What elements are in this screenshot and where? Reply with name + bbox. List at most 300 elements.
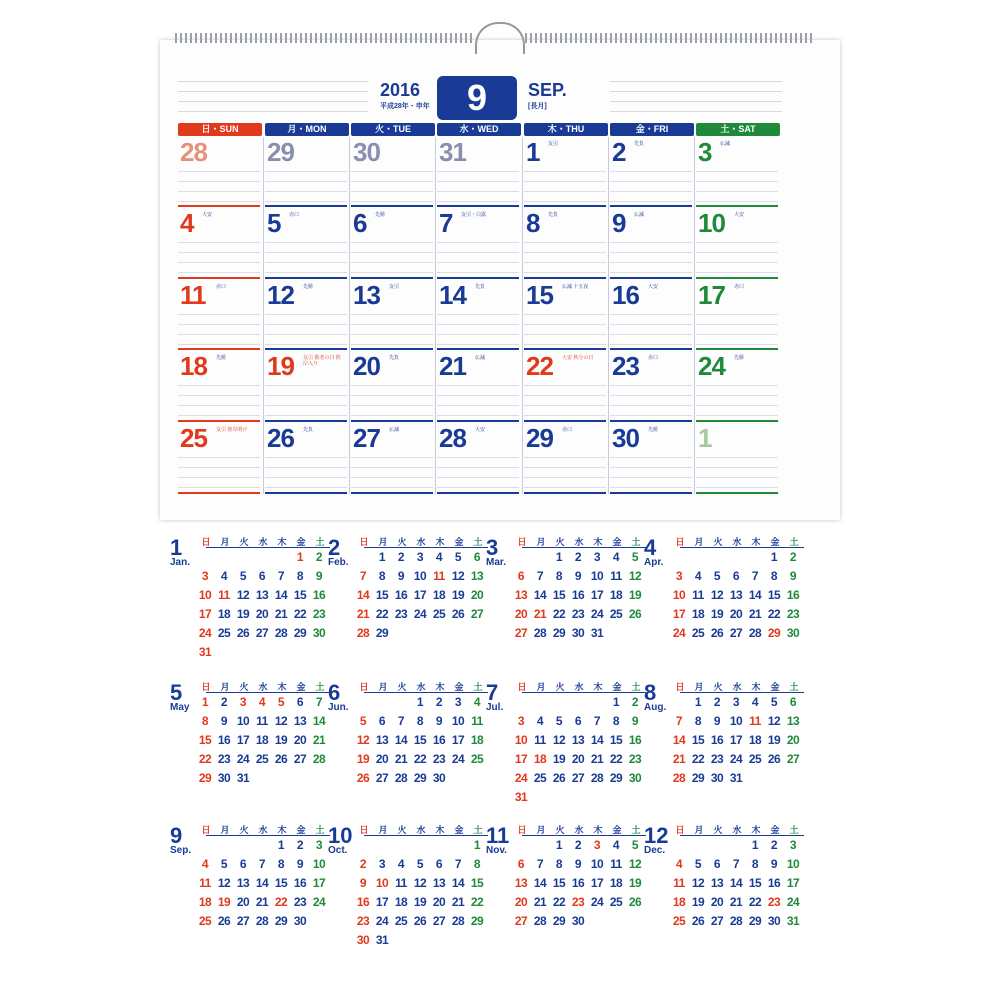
mini-day: 12 [217, 876, 231, 890]
mini-day: 27 [710, 914, 724, 928]
memo-line [178, 272, 260, 273]
memo-line [524, 272, 606, 273]
grid-bottom-rule [696, 492, 778, 494]
weekday-header: 月・MON [265, 123, 349, 136]
day-top-rule [178, 205, 260, 207]
day-cell[interactable] [265, 423, 347, 494]
memo-line [178, 487, 260, 488]
memo-line [610, 415, 692, 416]
mini-day: 10 [375, 876, 389, 890]
day-number: 16 [612, 280, 639, 310]
day-cell[interactable] [178, 423, 260, 494]
day-cell[interactable] [265, 208, 347, 279]
mini-weekday-header: 木 [751, 825, 761, 835]
day-number: 8 [526, 208, 540, 238]
day-number: 28 [439, 423, 466, 453]
memo-line [351, 171, 433, 172]
mini-month-11 [486, 823, 646, 963]
day-cell[interactable] [437, 351, 519, 422]
memo-line [178, 181, 260, 182]
mini-day: 28 [312, 752, 326, 766]
mini-day: 11 [610, 857, 622, 871]
mini-day: 7 [536, 857, 544, 871]
memo-line [696, 395, 778, 396]
mini-weekday-header: 月 [536, 682, 546, 692]
mini-day: 20 [786, 733, 800, 747]
memo-line [524, 344, 606, 345]
mini-weekday-header: 金 [454, 537, 464, 547]
mini-day: 26 [552, 771, 566, 785]
mini-weekday-header: 土 [315, 682, 325, 692]
day-cell[interactable] [178, 208, 260, 279]
mini-day: 26 [217, 914, 231, 928]
mini-day: 17 [729, 733, 743, 747]
day-top-rule [437, 348, 519, 350]
mini-weekday-header: 火 [555, 682, 565, 692]
rokuyo-note: 先負 [634, 141, 645, 147]
mini-day: 15 [470, 876, 484, 890]
day-number: 11 [180, 280, 206, 310]
rokuyo-note: 先勝 [303, 284, 314, 290]
mini-day: 1 [296, 550, 304, 564]
day-cell[interactable] [610, 351, 692, 422]
mini-day: 23 [293, 895, 307, 909]
memo-line [178, 171, 260, 172]
mini-day: 25 [394, 914, 408, 928]
memo-line [351, 385, 433, 386]
mini-day: 19 [767, 733, 781, 747]
mini-day: 15 [274, 876, 288, 890]
day-cell[interactable] [524, 280, 606, 351]
mini-month-12 [644, 823, 804, 963]
memo-lines-left [178, 72, 368, 112]
rokuyo-note: 大安 [734, 212, 745, 218]
mini-day: 31 [590, 626, 604, 640]
memo-line [524, 314, 606, 315]
mini-weekday-header: 木 [751, 682, 761, 692]
day-number: 2 [612, 137, 626, 167]
day-top-rule [696, 348, 778, 350]
day-top-rule [696, 420, 778, 422]
day-top-rule [265, 277, 347, 279]
mini-day: 22 [748, 895, 762, 909]
mini-day: 2 [574, 550, 582, 564]
mini-day: 14 [533, 588, 547, 602]
rokuyo-note: 大安 [648, 284, 659, 290]
mini-month-english: Jun. [328, 702, 349, 713]
mini-day: 30 [786, 626, 800, 640]
mini-weekday-header: 金 [770, 537, 780, 547]
mini-header-rule [680, 547, 804, 548]
mini-day: 19 [236, 607, 250, 621]
mini-month-english: Jan. [170, 557, 191, 568]
memo-line [265, 262, 347, 263]
mini-day: 9 [296, 857, 304, 871]
day-cell[interactable] [351, 351, 433, 422]
mini-day: 3 [593, 838, 601, 852]
mini-header-rule [680, 835, 804, 836]
day-cell[interactable] [696, 208, 778, 279]
mini-weekday-header: 火 [713, 825, 723, 835]
day-top-rule [524, 420, 606, 422]
mini-day: 31 [198, 645, 212, 659]
memo-line [351, 344, 433, 345]
memo-line [351, 201, 433, 202]
weekday-header: 金・FRI [610, 123, 694, 136]
mini-day: 3 [416, 550, 424, 564]
mini-day: 29 [552, 626, 566, 640]
mini-day: 16 [786, 588, 800, 602]
day-cell[interactable] [437, 208, 519, 279]
mini-day: 29 [198, 771, 212, 785]
mini-day: 2 [220, 695, 228, 709]
mini-weekday-header: 土 [631, 682, 641, 692]
mini-day: 1 [694, 695, 702, 709]
mini-day: 21 [729, 895, 743, 909]
memo-line [524, 334, 606, 335]
memo-line [696, 415, 778, 416]
memo-line [265, 467, 347, 468]
mini-weekday-header: 金 [770, 682, 780, 692]
memo-line [524, 324, 606, 325]
mini-day: 24 [590, 607, 604, 621]
memo-line [437, 324, 519, 325]
mini-day: 23 [571, 895, 585, 909]
mini-day: 25 [672, 914, 686, 928]
mini-day: 16 [217, 733, 231, 747]
mini-day: 11 [749, 714, 761, 728]
mini-weekday-header: 金 [612, 682, 622, 692]
mini-month-number: 7 [486, 680, 499, 705]
day-cell[interactable] [351, 423, 433, 494]
day-cell[interactable] [437, 137, 519, 208]
day-cell[interactable] [524, 351, 606, 422]
day-cell[interactable] [351, 280, 433, 351]
day-cell[interactable] [524, 137, 606, 208]
mini-day: 23 [710, 752, 724, 766]
rokuyo-note: 友引 [548, 141, 559, 147]
mini-weekday-header: 火 [397, 682, 407, 692]
mini-day: 15 [198, 733, 212, 747]
mini-day: 19 [217, 895, 231, 909]
mini-day: 30 [571, 914, 585, 928]
mini-day: 25 [609, 895, 623, 909]
mini-day: 29 [552, 914, 566, 928]
mini-day: 7 [732, 857, 740, 871]
mini-weekday-header: 火 [555, 825, 565, 835]
mini-day: 18 [217, 607, 231, 621]
day-number: 3 [698, 137, 712, 167]
memo-line [437, 405, 519, 406]
mini-day: 16 [293, 876, 307, 890]
memo-line [265, 191, 347, 192]
day-number: 7 [439, 208, 453, 238]
mini-day: 16 [628, 733, 642, 747]
day-cell[interactable] [610, 137, 692, 208]
mini-weekday-header: 月 [220, 537, 230, 547]
mini-day: 15 [609, 733, 623, 747]
mini-day: 18 [691, 607, 705, 621]
mini-header-rule [206, 835, 330, 836]
memo-line [437, 467, 519, 468]
mini-day: 15 [552, 876, 566, 890]
mini-month-number: 6 [328, 680, 341, 705]
mini-day: 24 [413, 607, 427, 621]
mini-day: 25 [255, 752, 269, 766]
mini-day: 13 [293, 714, 307, 728]
memo-line [437, 171, 519, 172]
day-cell[interactable] [265, 351, 347, 422]
mini-day: 11 [471, 714, 483, 728]
mini-day: 18 [609, 588, 623, 602]
mini-day: 15 [767, 588, 781, 602]
mini-day: 5 [277, 695, 285, 709]
mini-day: 31 [514, 790, 528, 804]
day-cell[interactable] [178, 280, 260, 351]
mini-day: 12 [628, 569, 642, 583]
mini-day: 10 [786, 857, 800, 871]
day-cell[interactable] [178, 351, 260, 422]
column-divider [522, 137, 523, 494]
day-cell[interactable] [265, 280, 347, 351]
mini-header-rule [364, 692, 488, 693]
mini-day: 3 [454, 695, 462, 709]
mini-day: 27 [375, 771, 389, 785]
mini-weekday-header: 木 [277, 537, 287, 547]
mini-weekday-header: 月 [536, 537, 546, 547]
mini-day: 22 [413, 752, 427, 766]
mini-day: 13 [236, 876, 250, 890]
mini-weekday-header: 月 [694, 537, 704, 547]
mini-day: 10 [590, 857, 604, 871]
day-cell[interactable] [437, 423, 519, 494]
mini-day: 3 [517, 714, 525, 728]
mini-month-5 [170, 680, 330, 820]
column-divider [694, 137, 695, 494]
mini-day: 17 [514, 752, 528, 766]
memo-line [351, 467, 433, 468]
mini-day: 4 [751, 695, 759, 709]
mini-month-number: 11 [486, 823, 510, 848]
day-cell[interactable] [610, 423, 692, 494]
memo-line [610, 242, 692, 243]
mini-weekday-header: 火 [555, 537, 565, 547]
mini-weekday-header: 火 [397, 537, 407, 547]
mini-day: 5 [631, 838, 639, 852]
day-number: 15 [526, 280, 553, 310]
mini-month-number: 5 [170, 680, 183, 705]
mini-day: 16 [312, 588, 326, 602]
memo-line [265, 181, 347, 182]
mini-day: 24 [729, 752, 743, 766]
day-top-rule [178, 348, 260, 350]
mini-day: 23 [767, 895, 781, 909]
mini-day: 16 [394, 588, 408, 602]
mini-weekday-header: 水 [416, 682, 426, 692]
mini-day: 4 [397, 857, 405, 871]
mini-day: 26 [767, 752, 781, 766]
day-top-rule [351, 420, 433, 422]
memo-line [265, 405, 347, 406]
mini-month-number: 10 [328, 823, 353, 848]
mini-month-english: Dec. [644, 845, 666, 856]
memo-line [696, 324, 778, 325]
mini-day: 20 [293, 733, 307, 747]
mini-day: 3 [239, 695, 247, 709]
mini-day: 28 [451, 914, 465, 928]
memo-line [437, 477, 519, 478]
mini-weekday-header: 金 [612, 537, 622, 547]
day-number: 13 [353, 280, 380, 310]
mini-weekday-header: 金 [296, 682, 306, 692]
mini-header-rule [206, 547, 330, 548]
day-top-rule [610, 348, 692, 350]
day-top-rule [524, 205, 606, 207]
mini-day: 21 [672, 752, 686, 766]
memo-line [610, 344, 692, 345]
mini-month-number: 4 [644, 535, 657, 560]
mini-day: 1 [751, 838, 759, 852]
mini-day: 30 [217, 771, 231, 785]
mini-day: 15 [293, 588, 307, 602]
mini-day: 8 [378, 569, 386, 583]
mini-day: 1 [277, 838, 285, 852]
mini-header-rule [680, 692, 804, 693]
mini-day: 5 [555, 714, 563, 728]
mini-day: 9 [574, 857, 582, 871]
mini-weekday-header: 月 [378, 537, 388, 547]
rokuyo-note: 先勝 [216, 355, 227, 361]
day-number: 9 [612, 208, 626, 238]
mini-day: 25 [470, 752, 484, 766]
mini-day: 6 [435, 857, 443, 871]
memo-line [351, 405, 433, 406]
mini-day: 29 [274, 914, 288, 928]
day-cell[interactable] [351, 137, 433, 208]
mini-day: 26 [356, 771, 370, 785]
day-top-rule [610, 420, 692, 422]
mini-day: 1 [416, 695, 424, 709]
mini-day: 28 [356, 626, 370, 640]
memo-line [437, 314, 519, 315]
mini-day: 26 [236, 626, 250, 640]
mini-day: 8 [473, 857, 481, 871]
day-cell[interactable] [610, 280, 692, 351]
memo-line [178, 457, 260, 458]
mini-day: 22 [609, 752, 623, 766]
day-top-rule [610, 205, 692, 207]
mini-weekday-header: 木 [435, 537, 445, 547]
mini-month-2 [328, 535, 488, 675]
mini-month-number: 1 [170, 535, 183, 560]
mini-day: 1 [473, 838, 481, 852]
day-top-rule [351, 348, 433, 350]
mini-day: 16 [767, 876, 781, 890]
mini-day: 14 [356, 588, 370, 602]
mini-day: 31 [375, 933, 389, 947]
mini-day: 15 [691, 733, 705, 747]
mini-day: 23 [786, 607, 800, 621]
mini-day: 6 [296, 695, 304, 709]
memo-line [437, 385, 519, 386]
memo-line [524, 201, 606, 202]
day-cell[interactable] [696, 137, 778, 208]
mini-day: 27 [571, 771, 585, 785]
memo-line [437, 457, 519, 458]
mini-day: 19 [451, 588, 465, 602]
mini-day: 10 [451, 714, 465, 728]
mini-day: 12 [236, 588, 250, 602]
mini-day: 7 [536, 569, 544, 583]
mini-day: 4 [612, 838, 620, 852]
mini-day: 2 [631, 695, 639, 709]
mini-day: 27 [293, 752, 307, 766]
mini-day: 7 [593, 714, 601, 728]
mini-day: 24 [672, 626, 686, 640]
mini-day: 24 [514, 771, 528, 785]
memo-line [437, 201, 519, 202]
day-cell[interactable] [696, 280, 778, 351]
mini-weekday-header: 土 [789, 825, 799, 835]
memo-line [437, 415, 519, 416]
mini-day: 22 [691, 752, 705, 766]
mini-day: 20 [571, 752, 585, 766]
mini-day: 3 [315, 838, 323, 852]
day-cell[interactable] [524, 423, 606, 494]
memo-line [178, 395, 260, 396]
mini-day: 30 [293, 914, 307, 928]
mini-weekday-header: 月 [378, 825, 388, 835]
mini-weekday-header: 日 [359, 537, 369, 547]
mini-day: 8 [277, 857, 285, 871]
day-cell[interactable] [696, 351, 778, 422]
day-cell[interactable] [351, 208, 433, 279]
day-top-rule [696, 277, 778, 279]
mini-month-english: Sep. [170, 845, 192, 856]
memo-line [696, 252, 778, 253]
day-number: 6 [353, 208, 367, 238]
mini-day: 29 [293, 626, 307, 640]
day-cell[interactable] [696, 423, 778, 494]
mini-weekday-header: 金 [454, 825, 464, 835]
mini-day: 16 [571, 588, 585, 602]
mini-day: 31 [786, 914, 800, 928]
memo-line [610, 477, 692, 478]
mini-day: 12 [710, 588, 724, 602]
mini-day: 13 [571, 733, 585, 747]
day-cell[interactable] [524, 208, 606, 279]
day-cell[interactable] [265, 137, 347, 208]
rokuyo-note: 赤口 [734, 284, 745, 290]
memo-line [265, 242, 347, 243]
mini-day: 21 [356, 607, 370, 621]
memo-line [351, 324, 433, 325]
mini-day: 6 [517, 857, 525, 871]
mini-day: 9 [789, 569, 797, 583]
day-cell[interactable] [610, 208, 692, 279]
mini-day: 24 [451, 752, 465, 766]
year-label: 2016 [380, 80, 421, 100]
day-number: 22 [526, 351, 553, 381]
mini-day: 11 [395, 876, 407, 890]
mini-day: 26 [274, 752, 288, 766]
day-cell[interactable] [178, 137, 260, 208]
mini-weekday-header: 木 [435, 682, 445, 692]
mini-day: 3 [593, 550, 601, 564]
mini-day: 15 [552, 588, 566, 602]
day-cell[interactable] [437, 280, 519, 351]
mini-day: 6 [239, 857, 247, 871]
